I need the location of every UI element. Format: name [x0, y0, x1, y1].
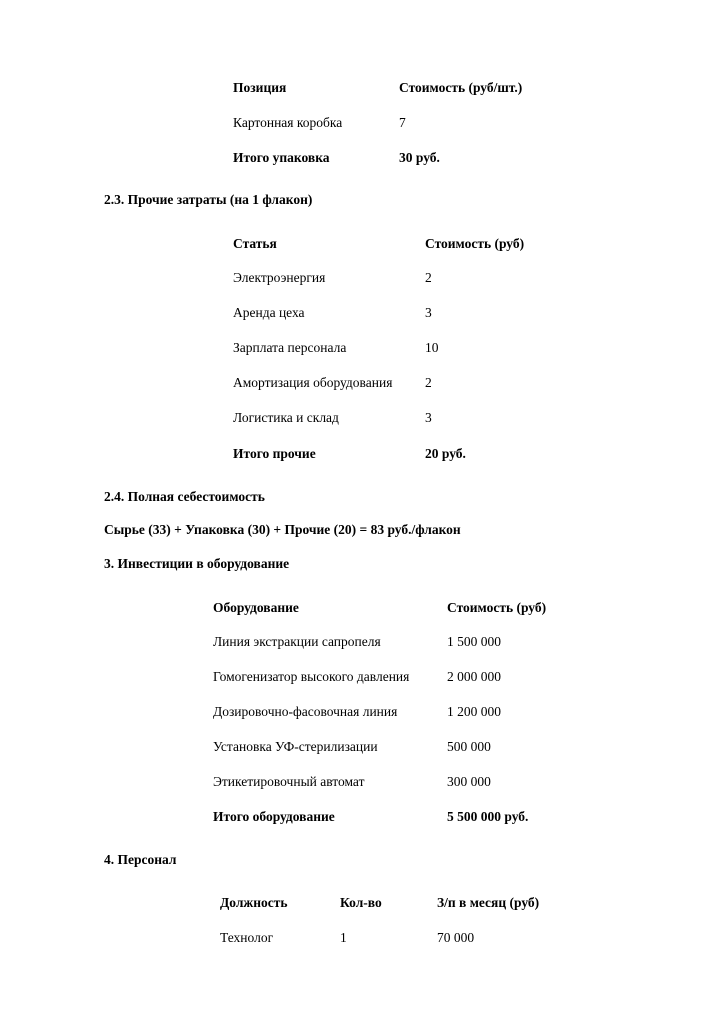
table-cell: 7 — [399, 115, 406, 130]
section-heading: 3. Инвестиции в оборудование — [104, 556, 290, 571]
table-total-label: Итого упаковка — [233, 150, 330, 165]
table-cell: Картонная коробка — [233, 115, 343, 130]
table-header: Оборудование — [213, 600, 299, 615]
section-heading: 2.4. Полная себестоимость — [104, 489, 265, 504]
table-cell: 2 — [425, 270, 432, 285]
table-header: Должность — [220, 895, 288, 910]
table-cell: Амортизация оборудования — [233, 375, 393, 390]
section-heading: 4. Персонал — [104, 852, 177, 867]
table-header: Стоимость (руб) — [425, 236, 525, 251]
table-total-label: Итого оборудование — [213, 809, 335, 824]
table-cell: Гомогенизатор высокого давления — [213, 669, 410, 684]
section-heading: 2.3. Прочие затраты (на 1 флакон) — [104, 192, 313, 207]
table-cell: 3 — [425, 410, 432, 425]
table-cell: 1 — [340, 930, 347, 945]
table-header: Кол-во — [340, 895, 382, 910]
table-cell: Технолог — [220, 930, 274, 945]
table-cell: 1 200 000 — [447, 704, 501, 719]
table-cell: 2 000 000 — [447, 669, 501, 684]
table-cell: Аренда цеха — [233, 305, 305, 320]
table-total-value: 20 руб. — [425, 446, 466, 461]
table-cell: 2 — [425, 375, 432, 390]
cost-formula: Сырье (33) + Упаковка (30) + Прочие (20) = 83 руб./флакон — [104, 522, 461, 537]
table-cell: Этикетировочный автомат — [213, 774, 365, 789]
table-header: Стоимость (руб) — [447, 600, 547, 615]
table-cell: 500 000 — [447, 739, 491, 754]
table-header: З/п в месяц (руб) — [437, 895, 540, 910]
table-total-value: 5 500 000 руб. — [447, 809, 529, 824]
table-header: Стоимость (руб/шт.) — [399, 80, 523, 95]
table-cell: Зарплата персонала — [233, 340, 347, 355]
table-cell: 3 — [425, 305, 432, 320]
table-cell: Линия экстракции сапропеля — [213, 634, 381, 649]
table-cell: 300 000 — [447, 774, 491, 789]
table-cell: Электроэнергия — [233, 270, 326, 285]
table-cell: Установка УФ-стерилизации — [213, 739, 378, 754]
table-total-value: 30 руб. — [399, 150, 440, 165]
table-header: Статья — [233, 236, 277, 251]
table-cell: 70 000 — [437, 930, 475, 945]
table-cell: Логистика и склад — [233, 410, 339, 425]
table-cell: 10 — [425, 340, 439, 355]
table-total-label: Итого прочие — [233, 446, 316, 461]
table-header: Позиция — [233, 80, 287, 95]
table-cell: 1 500 000 — [447, 634, 501, 649]
table-cell: Дозировочно-фасовочная линия — [213, 704, 398, 719]
